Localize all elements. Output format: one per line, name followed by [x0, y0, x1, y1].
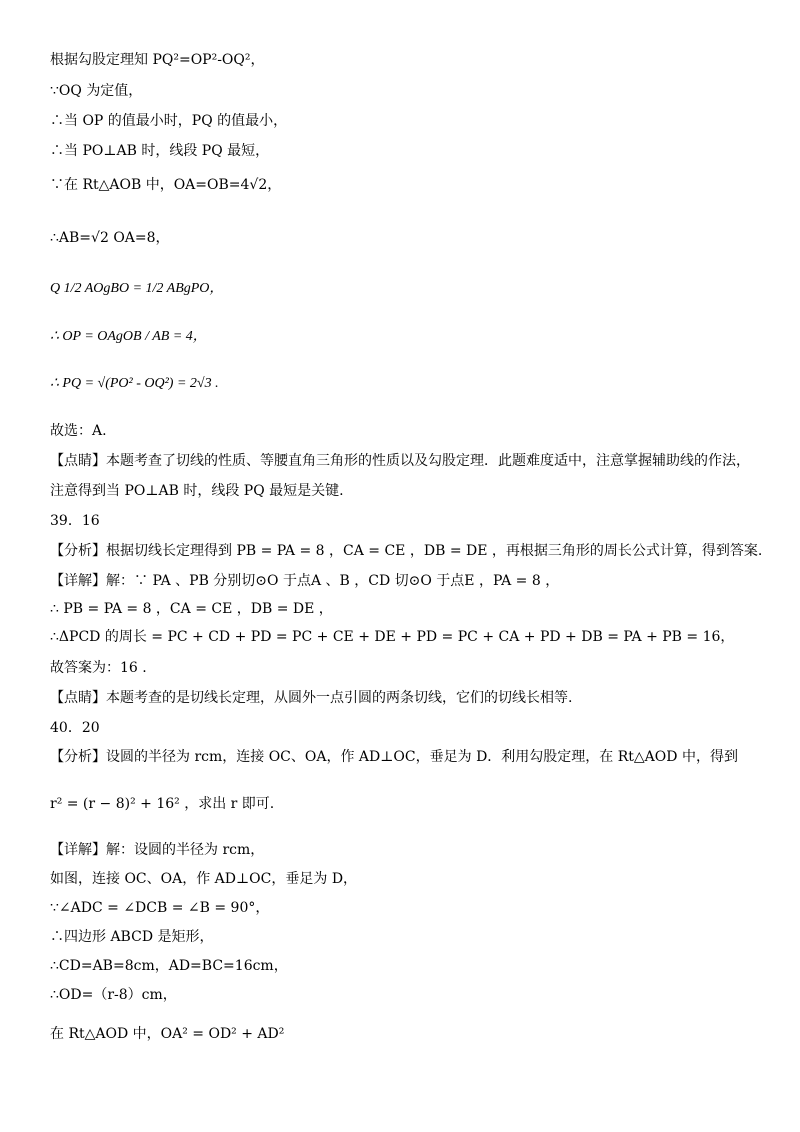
text-line-10: 故选：A. — [50, 423, 107, 439]
text-line-23: 【详解】解：设圆的半径为 rcm， — [50, 842, 265, 858]
text-line-19: 【点睛】本题考查的是切线长定理，从圆外一点引圆的两条切线，它们的切线长相等. — [50, 690, 573, 706]
text-line-5: ∵在 Rt△AOB 中，OA=OB=4√2， — [50, 177, 282, 193]
formula-line-9: ∴ PQ = √(PO² - OQ²) = 2√3 . — [50, 376, 219, 391]
text-line-28: ∴OD=（r-8）cm， — [50, 987, 177, 1003]
question-40-header: 40．20 — [50, 720, 100, 736]
text-line-27: ∴CD=AB=8cm，AD=BC=16cm， — [50, 958, 288, 974]
text-line-11: 【点睛】本题考查了切线的性质、等腰直角三角形的性质以及勾股定理．此题难度适中，注意掌握辅助线的作法， — [50, 453, 750, 469]
question-39-header: 39．16 — [50, 513, 100, 529]
text-line-24: 如图，连接 OC、OA，作 AD⊥OC，垂足为 D， — [50, 871, 358, 887]
text-line-29: 在 Rt△AOD 中，OA² = OD² + AD² — [50, 1026, 285, 1042]
text-line-21: 【分析】设圆的半径为 rcm，连接 OC、OA，作 AD⊥OC，垂足为 D．利用勾股定理，在 Rt△AOD 中，得到 — [50, 749, 738, 765]
text-line-16: ∴ PB = PA = 8 ，CA = CE ，DB = DE ， — [50, 601, 333, 617]
text-line-12: 注意得到当 PO⊥AB 时，线段 PQ 最短是关键. — [50, 483, 344, 499]
text-line-18: 故答案为：16 . — [50, 660, 147, 676]
text-line-17: ∴ΔPCD 的周长 = PC + CD + PD = PC + CE + DE + PD = PC + CA + PD + DB = PA + PB = 16， — [50, 629, 735, 645]
text-line-2: ∵OQ 为定值， — [50, 83, 143, 99]
text-line-3: ∴当 OP 的值最小时，PQ 的值最小， — [50, 113, 288, 129]
text-line-15: 【详解】解：∵ PA 、PB 分别切⊙O 于点A 、B ，CD 切⊙O 于点E ，PA = 8 ， — [50, 573, 560, 589]
formula-line-7: Q 1/2 AOgBO = 1/2 ABgPO， — [50, 281, 224, 296]
text-line-25: ∵∠ADC = ∠DCB = ∠B = 90°， — [50, 900, 270, 916]
text-line-26: ∴四边形 ABCD 是矩形， — [50, 929, 214, 945]
text-line-14: 【分析】根据切线长定理得到 PB = PA = 8 ，CA = CE ，DB = DE ，再根据三角形的周长公式计算，得到答案. — [50, 543, 763, 559]
formula-line-8: ∴ OP = OAgOB / AB = 4， — [50, 329, 207, 344]
formula-line-22: r² = (r − 8)² + 16² ，求出 r 即可. — [50, 796, 275, 812]
text-line-1: 根据勾股定理知 PQ²=OP²-OQ²， — [50, 52, 265, 68]
text-line-4: ∴当 PO⊥AB 时，线段 PQ 最短， — [50, 143, 270, 159]
text-line-6: ∴AB=√2 OA=8， — [50, 230, 170, 246]
